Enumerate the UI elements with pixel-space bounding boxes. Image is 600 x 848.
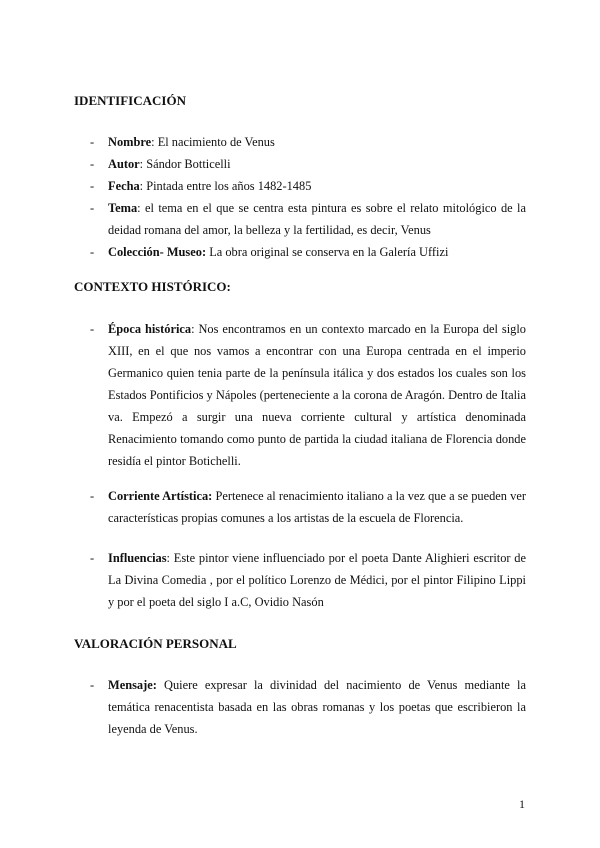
item-separator: : <box>139 157 147 171</box>
bullet-dash: - <box>90 179 95 193</box>
list-item-tema <box>90 197 526 241</box>
item-separator: : <box>151 135 158 149</box>
bullet-dash: - <box>90 678 95 692</box>
list-item-mensaje <box>90 674 526 740</box>
contexto-list-2 <box>90 485 526 529</box>
bullet-dash: - <box>90 157 95 171</box>
item-label: Fecha <box>108 179 140 193</box>
item-separator: : <box>139 179 147 193</box>
bullet-dash: - <box>90 489 95 503</box>
list-item-epoca-historica <box>90 318 526 472</box>
list-item-coleccion-museo <box>90 241 526 263</box>
item-text: Este pintor viene influenciado por el poeta Dante Alighieri escritor de La Divina Comedia , por el político Lorenzo de Médici, por el pintor Filipino Lippi y por el poeta del siglo I a.C, Ovidio Nasón <box>108 551 526 609</box>
list-item-fecha <box>90 175 526 197</box>
item-text: Nos encontramos en un contexto marcado en la Europa del siglo XIII, en el que nos vamos a encontrar con una Europa centrada en el imperio Germanico quien tenia parte de la península itálica y dos estados los cuales son los Estados Pontificios y Nápoles (perteneciente a la corona de Aragón. Dentro de Italia va. Empezó a surgir una nueva corriente cultural y artística denominada Renacimiento tomando como punto de partida la ciudad italiana de Florencia donde residía el pintor Botichelli. <box>108 322 527 468</box>
list-item-nombre <box>90 131 526 153</box>
item-separator: : <box>166 551 174 565</box>
section-heading-contexto-historico: CONTEXTO HISTÓRICO: <box>74 279 231 294</box>
contexto-list-3 <box>90 547 526 613</box>
item-text: Pertenece al renacimiento italiano a la vez que a se pueden ver características propias comunes a los artistas de la escuela de Florencia. <box>108 489 526 525</box>
identificacion-list <box>90 131 526 263</box>
item-text: La obra original se conserva en la Galería Uffizi <box>209 245 449 259</box>
item-text: Pintada entre los años 1482-1485 <box>146 179 312 193</box>
section-heading-valoracion-personal: VALORACIÓN PERSONAL <box>74 636 237 651</box>
item-text: Quiere expresar la divinidad del nacimiento de Venus mediante la temática renacentista basada en las obras romanas y los poetas que escribieron la leyenda de Venus. <box>108 678 526 736</box>
bullet-dash: - <box>90 551 95 565</box>
bullet-dash: - <box>90 245 95 259</box>
item-label: Autor <box>108 157 140 171</box>
bullet-dash: - <box>90 322 95 336</box>
item-text: El nacimiento de Venus <box>157 135 275 149</box>
item-text: Sándor Botticelli <box>146 157 231 171</box>
item-separator <box>157 678 164 692</box>
page-number: 1 <box>519 797 525 811</box>
item-label: Tema <box>108 201 138 215</box>
item-label: Nombre <box>108 135 152 149</box>
item-separator: : <box>137 201 145 215</box>
contexto-list <box>90 318 526 472</box>
list-item-corriente-artistica <box>90 485 526 529</box>
item-separator: : <box>191 322 199 336</box>
item-label: Corriente Artística: <box>108 489 213 503</box>
item-label: Época histórica <box>108 322 192 336</box>
valoracion-list <box>90 674 526 740</box>
list-item-influencias <box>90 547 526 613</box>
section-heading-identificacion: IDENTIFICACIÓN <box>74 93 186 108</box>
bullet-dash: - <box>90 201 95 215</box>
list-item-autor <box>90 153 526 175</box>
item-label: Influencias <box>108 551 167 565</box>
item-text: el tema en el que se centra esta pintura es sobre el relato mitológico de la deidad romana del amor, la belleza y la fertilidad, es decir, Venus <box>108 201 527 237</box>
item-label: Colección- Museo: <box>108 245 207 259</box>
bullet-dash: - <box>90 135 95 149</box>
item-label: Mensaje: <box>108 678 157 692</box>
